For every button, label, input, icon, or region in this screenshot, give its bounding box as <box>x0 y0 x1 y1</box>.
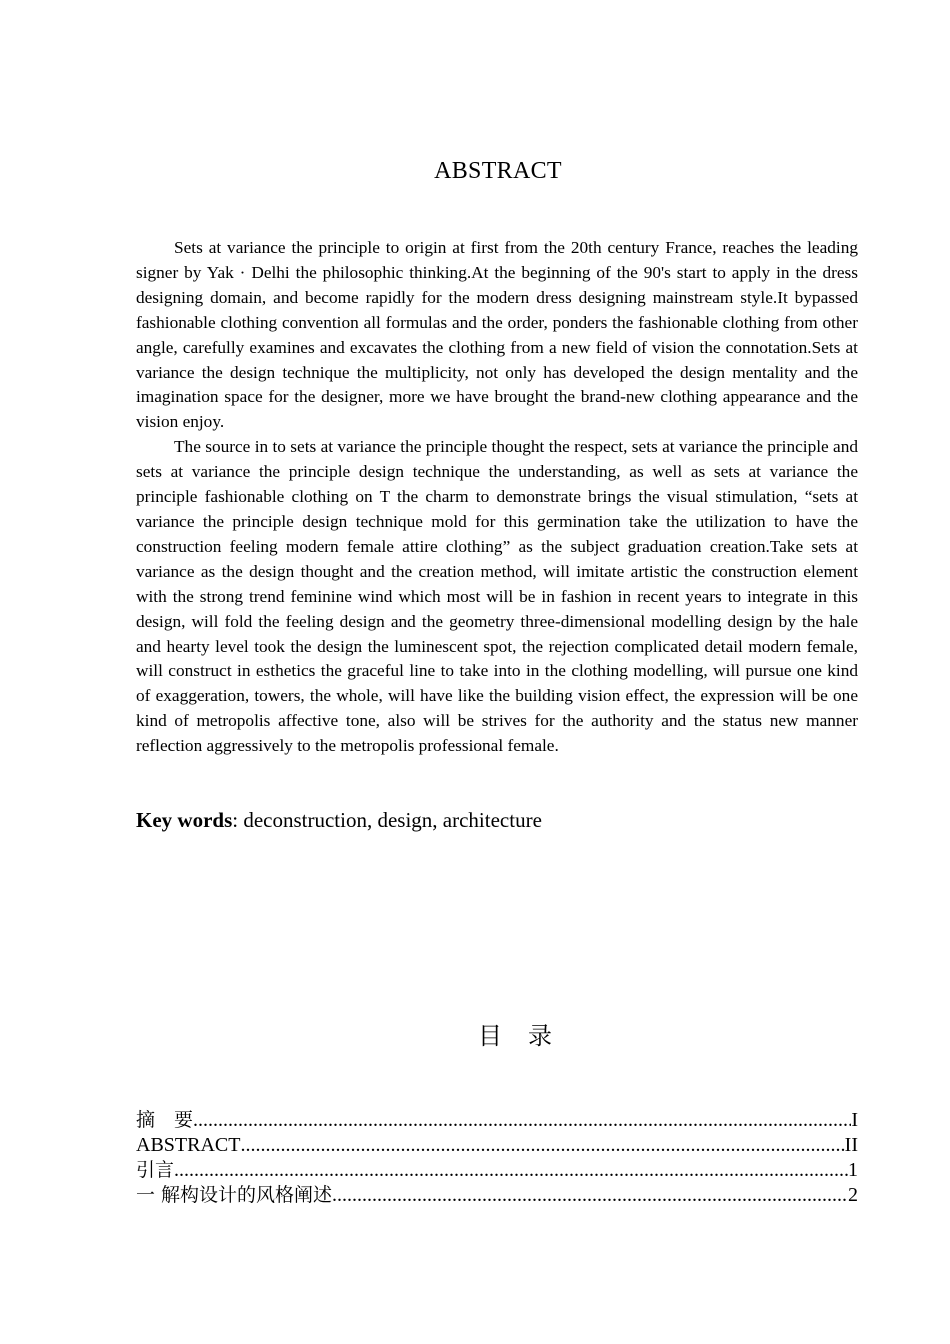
toc-entry-page: II <box>844 1134 858 1156</box>
toc-entry-label: 引言 <box>136 1159 175 1181</box>
toc-title-char-1: 目 <box>478 1022 502 1050</box>
abstract-body <box>136 236 858 759</box>
toc-leader-dots <box>240 1133 844 1158</box>
toc-entry-label: ABSTRACT <box>136 1134 241 1156</box>
keywords-label: Key words <box>136 808 233 832</box>
toc-entry-label: 一 解构设计的风格阐述 <box>136 1184 333 1206</box>
toc-entry-page: 2 <box>848 1184 858 1206</box>
abstract-paragraph-2: The source in to sets at variance the principle thought the respect, sets at variance the principle and sets at variance the principle design technique the understanding, as well as sets at variance the principle fashionable clothing on T the charm to demonstrate brings the visual stimulation, “sets at variance the principle design technique mold for this germination take the utilization to have the construction feeling modern female attire clothing” as the subject graduation creation.Take sets at variance as the design thought and the creation method, will imitate artistic the construction element with the strong trend feminine wind which most will be in fashion in recent years to integrate in this design, will fold the feeling design and the geometry three-dimensional modelling design by the hale and hearty level took the design the luminescent spot, the rejection complicated detail modern female, will construct in esthetics the graceful line to take into in the clothing modelling, will pursue one kind of exaggeration, towers, the whole, will have like the building vision effect, the expression will be one kind of metropolis affective tone, also will be strives for the authority and the status new manner reflection aggressively to the metropolis professional female. <box>136 437 858 756</box>
toc-leader-dots <box>332 1183 848 1208</box>
toc-title <box>478 1016 552 1051</box>
toc-entry-introduction[interactable] <box>136 1158 858 1183</box>
toc-entry-chapter-1[interactable] <box>136 1183 858 1208</box>
abstract-paragraph-1: Sets at variance the principle to origin at first from the 20th century France, reaches the leading signer by Yak · Delhi the philosophic thinking.At the beginning of the 90's start to apply in the dress designing domain, and become rapidly for the modern dress designing mainstream style.It bypassed fashionable clothing convention all formulas and the order, ponders the fashionable clothing from other angle, carefully examines and excavates the clothing from a new field of vision the connotation.Sets at variance the design technique the multiplicity, not only has developed the design mentality and the imagination space for the designer, more we have brought the brand-new clothing appearance and the vision enjoy. <box>136 238 858 432</box>
toc-entry-page: 1 <box>848 1159 858 1181</box>
abstract-title: ABSTRACT <box>434 158 562 184</box>
keywords-text: : deconstruction, design, architecture <box>232 808 542 832</box>
toc-entry-page: I <box>851 1109 858 1131</box>
toc-leader-dots <box>193 1108 851 1133</box>
toc-entry-label: 摘 要 <box>136 1109 194 1131</box>
keywords-line <box>136 806 858 834</box>
toc-title-char-2: 录 <box>528 1022 552 1050</box>
toc-entry-summary[interactable] <box>136 1108 858 1133</box>
toc-leader-dots <box>174 1158 848 1183</box>
toc-entry-abstract[interactable] <box>136 1133 858 1158</box>
table-of-contents <box>136 1108 858 1208</box>
